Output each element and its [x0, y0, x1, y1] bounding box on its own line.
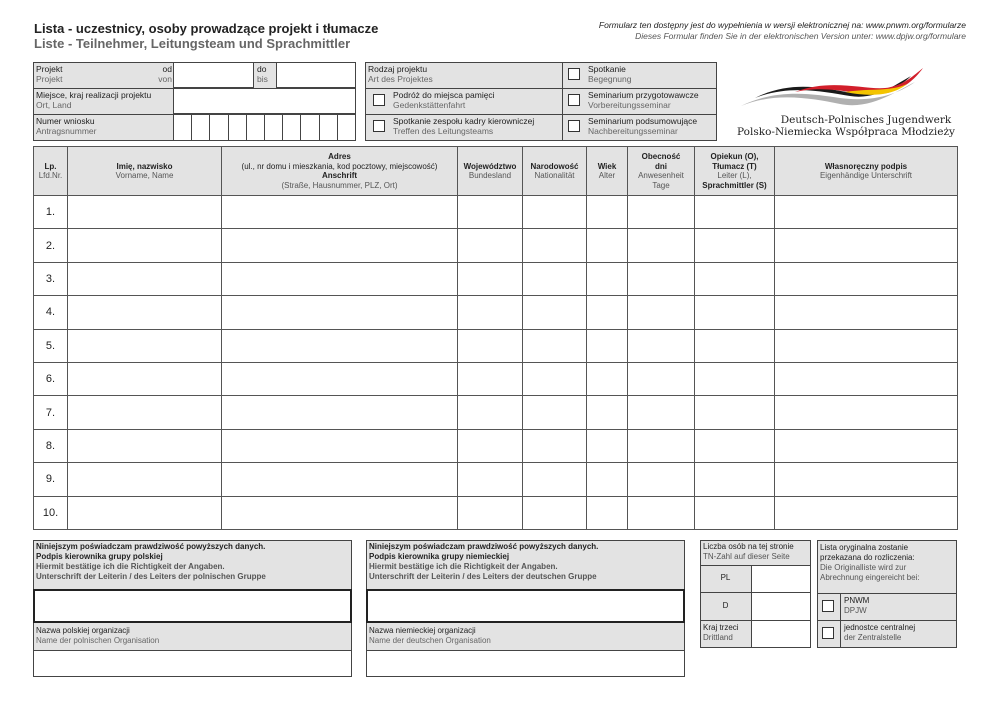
address-cell[interactable] — [222, 329, 458, 362]
signature-cell[interactable] — [775, 396, 958, 429]
pnwm-checkbox[interactable] — [822, 600, 834, 612]
nationality-cell[interactable] — [523, 496, 587, 529]
participants-table — [33, 146, 958, 530]
prep-seminar-label: Seminarium przygotowawcze Vorbereitungsseminar — [588, 90, 699, 110]
electronic-form-note — [446, 20, 966, 42]
name-cell[interactable] — [68, 196, 222, 229]
role-cell[interactable] — [695, 396, 775, 429]
date-to-field[interactable] — [276, 62, 356, 88]
col-address: Adres (ul., nr domu i mieszkania, kod pocztowy, miejscowość) Anschrift (Straße, Hausnummer, PLZ, Ort) — [222, 147, 458, 196]
place-label: Miejsce, kraj realizacji projektu Ort, Land — [36, 90, 152, 110]
attendance-cell[interactable] — [628, 496, 695, 529]
de-confirm-text: Niniejszym poświadczam prawdziwość powyższych danych. Podpis kierownika grupy niemieckiej Hiermit bestätige ich die Richtigkeit der Angaben. Unterschrift der Leiterin / des Leiters der deutschen Gruppe — [369, 542, 599, 581]
nationality-cell[interactable] — [523, 229, 587, 262]
role-cell[interactable] — [695, 496, 775, 529]
name-cell[interactable] — [68, 496, 222, 529]
nationality-cell[interactable] — [523, 396, 587, 429]
row-number: 1. — [34, 196, 68, 229]
note-pl: Formularz ten dostępny jest do wypełnienia w wersji elektronicznej na: www.pnwm.org/formularze — [598, 20, 966, 30]
name-cell[interactable] — [68, 229, 222, 262]
role-cell[interactable] — [695, 196, 775, 229]
table-row — [34, 429, 958, 462]
signature-cell[interactable] — [775, 496, 958, 529]
col-role: Opiekun (O), Tłumacz (T) Leiter (L), Sprachmittler (S) — [695, 147, 775, 196]
address-cell[interactable] — [222, 496, 458, 529]
pl-org-label: Nazwa polskiej organizacji Name der polnischen Organisation — [36, 626, 160, 645]
attendance-cell[interactable] — [628, 362, 695, 395]
signature-cell[interactable] — [775, 362, 958, 395]
attendance-cell[interactable] — [628, 262, 695, 295]
col-nationality: Narodowość Nationalität — [523, 147, 587, 196]
name-cell[interactable] — [68, 429, 222, 462]
de-signature-field[interactable] — [366, 589, 685, 623]
pl-org-field[interactable] — [33, 650, 352, 677]
count-d-field[interactable] — [752, 593, 810, 620]
do-label: do bis — [257, 64, 268, 84]
col-lp: Lp. Lfd.Nr. — [34, 147, 68, 196]
signature-cell[interactable] — [775, 329, 958, 362]
place-field[interactable] — [173, 88, 356, 114]
state-cell[interactable] — [458, 296, 523, 329]
table-row — [34, 329, 958, 362]
address-cell[interactable] — [222, 396, 458, 429]
projekt-label: Projekt Projekt — [36, 64, 63, 84]
state-cell[interactable] — [458, 229, 523, 262]
nationality-cell[interactable] — [523, 262, 587, 295]
address-cell[interactable] — [222, 262, 458, 295]
age-cell[interactable] — [587, 262, 628, 295]
count-third-field[interactable] — [752, 621, 810, 647]
leadership-meeting-checkbox[interactable] — [373, 120, 385, 132]
nationality-cell[interactable] — [523, 463, 587, 496]
table-row — [34, 362, 958, 395]
address-cell[interactable] — [222, 463, 458, 496]
dpjw-logo — [735, 62, 957, 142]
state-cell[interactable] — [458, 362, 523, 395]
name-cell[interactable] — [68, 296, 222, 329]
date-from-field[interactable] — [173, 62, 254, 88]
age-cell[interactable] — [587, 229, 628, 262]
attendance-cell[interactable] — [628, 296, 695, 329]
row-number: 10. — [34, 496, 68, 529]
original-list-text: Lista oryginalna zostanie przekazana do rozliczenia: Die Originalliste wird zur Abrechnung eingereicht bei: — [820, 543, 920, 582]
attendance-cell[interactable] — [628, 396, 695, 429]
nationality-cell[interactable] — [523, 362, 587, 395]
role-cell[interactable] — [695, 296, 775, 329]
signature-cell[interactable] — [775, 229, 958, 262]
role-cell[interactable] — [695, 229, 775, 262]
address-cell[interactable] — [222, 229, 458, 262]
table-row — [34, 463, 958, 496]
pnwm-label: PNWM DPJW — [844, 596, 870, 615]
pl-signature-field[interactable] — [33, 589, 352, 623]
table-row — [34, 196, 958, 229]
address-cell[interactable] — [222, 196, 458, 229]
pl-confirm-text: Niniejszym poświadczam prawdziwość powyższych danych. Podpis kierownika grupy polskiej Hiermit bestätige ich die Richtigkeit der Angaben. Unterschrift der Leiterin / des Leiters der polnischen Gruppe — [36, 542, 266, 581]
count-d-label: D — [722, 601, 729, 610]
nationality-cell[interactable] — [523, 296, 587, 329]
signature-cell[interactable] — [775, 463, 958, 496]
age-cell[interactable] — [587, 496, 628, 529]
project-type-label: Rodzaj projektu Art des Projektes — [368, 64, 433, 84]
age-cell[interactable] — [587, 296, 628, 329]
nationality-cell[interactable] — [523, 196, 587, 229]
de-org-field[interactable] — [366, 650, 685, 677]
row-number: 2. — [34, 229, 68, 262]
age-cell[interactable] — [587, 463, 628, 496]
address-cell[interactable] — [222, 296, 458, 329]
state-cell[interactable] — [458, 463, 523, 496]
attendance-cell[interactable] — [628, 463, 695, 496]
signature-cell[interactable] — [775, 196, 958, 229]
signature-cell[interactable] — [775, 429, 958, 462]
memorial-trip-label: Podróż do miejsca pamięci Gedenkstättenfahrt — [393, 90, 495, 110]
central-unit-checkbox[interactable] — [822, 627, 834, 639]
name-cell[interactable] — [68, 463, 222, 496]
col-name: Imię, nazwisko Vorname, Name — [68, 147, 222, 196]
address-cell[interactable] — [222, 429, 458, 462]
table-row — [34, 229, 958, 262]
age-cell[interactable] — [587, 329, 628, 362]
table-row — [34, 396, 958, 429]
role-cell[interactable] — [695, 329, 775, 362]
state-cell[interactable] — [458, 496, 523, 529]
name-cell[interactable] — [68, 362, 222, 395]
title-pl: Lista - uczestnicy, osoby prowadzące projekt i tłumacze — [34, 21, 379, 36]
state-cell[interactable] — [458, 329, 523, 362]
count-pl-label: PL — [720, 573, 731, 582]
title-de: Liste - Teilnehmer, Leitungsteam und Sprachmittler — [34, 36, 351, 51]
attendance-cell[interactable] — [628, 329, 695, 362]
age-cell[interactable] — [587, 396, 628, 429]
state-cell[interactable] — [458, 196, 523, 229]
row-number: 7. — [34, 396, 68, 429]
col-age: Wiek Alter — [587, 147, 628, 196]
central-unit-label: jednostce centralnej der Zentralstelle — [844, 623, 916, 642]
number-label: Numer wniosku Antragsnummer — [36, 116, 97, 136]
row-number: 9. — [34, 463, 68, 496]
encounter-checkbox[interactable] — [568, 68, 580, 80]
attendance-cell[interactable] — [628, 196, 695, 229]
count-third-label: Kraj trzeci Drittland — [703, 623, 739, 642]
row-number: 6. — [34, 362, 68, 395]
logo-swoosh-icon — [735, 62, 957, 114]
age-cell[interactable] — [587, 362, 628, 395]
name-cell[interactable] — [68, 262, 222, 295]
role-cell[interactable] — [695, 262, 775, 295]
de-org-label: Nazwa niemieckiej organizacji Name der deutschen Organisation — [369, 626, 491, 645]
prep-seminar-checkbox[interactable] — [568, 94, 580, 106]
col-state: Województwo Bundesland — [458, 147, 523, 196]
count-label: Liczba osób na tej stronie TN-Zahl auf dieser Seite — [703, 542, 794, 561]
memorial-trip-checkbox[interactable] — [373, 94, 385, 106]
note-de: Dieses Formular finden Sie in der elektronischen Version unter: www.dpjw.org/formulare — [635, 31, 966, 41]
leadership-meeting-label: Spotkanie zespołu kadry kierowniczej Treffen des Leitungsteams — [393, 116, 535, 136]
table-row — [34, 496, 958, 529]
row-number: 8. — [34, 429, 68, 462]
address-cell[interactable] — [222, 362, 458, 395]
col-signature: Własnoręczny podpis Eigenhändige Unterschrift — [775, 147, 958, 196]
table-row — [34, 262, 958, 295]
col-attendance: Obecność dni Anwesenheit Tage — [628, 147, 695, 196]
state-cell[interactable] — [458, 262, 523, 295]
encounter-label: Spotkanie Begegnung — [588, 64, 632, 84]
role-cell[interactable] — [695, 362, 775, 395]
logo-text-de: Deutsch-Polnisches Jugendwerk — [780, 114, 952, 126]
state-cell[interactable] — [458, 396, 523, 429]
name-cell[interactable] — [68, 396, 222, 429]
row-number: 3. — [34, 262, 68, 295]
state-cell[interactable] — [458, 429, 523, 462]
row-number: 5. — [34, 329, 68, 362]
role-cell[interactable] — [695, 463, 775, 496]
age-cell[interactable] — [587, 196, 628, 229]
followup-seminar-label: Seminarium podsumowujące Nachbereitungsseminar — [588, 116, 698, 136]
signature-cell[interactable] — [775, 262, 958, 295]
attendance-cell[interactable] — [628, 429, 695, 462]
attendance-cell[interactable] — [628, 229, 695, 262]
role-cell[interactable] — [695, 429, 775, 462]
followup-seminar-checkbox[interactable] — [568, 120, 580, 132]
application-number-cells[interactable] — [173, 114, 356, 141]
age-cell[interactable] — [587, 429, 628, 462]
table-row — [34, 296, 958, 329]
name-cell[interactable] — [68, 329, 222, 362]
logo-text-pl: Polsko-Niemiecka Współpraca Młodzieży — [737, 126, 955, 138]
signature-cell[interactable] — [775, 296, 958, 329]
row-number: 4. — [34, 296, 68, 329]
nationality-cell[interactable] — [523, 329, 587, 362]
nationality-cell[interactable] — [523, 429, 587, 462]
od-label: od von — [158, 64, 172, 84]
count-pl-field[interactable] — [752, 566, 810, 592]
